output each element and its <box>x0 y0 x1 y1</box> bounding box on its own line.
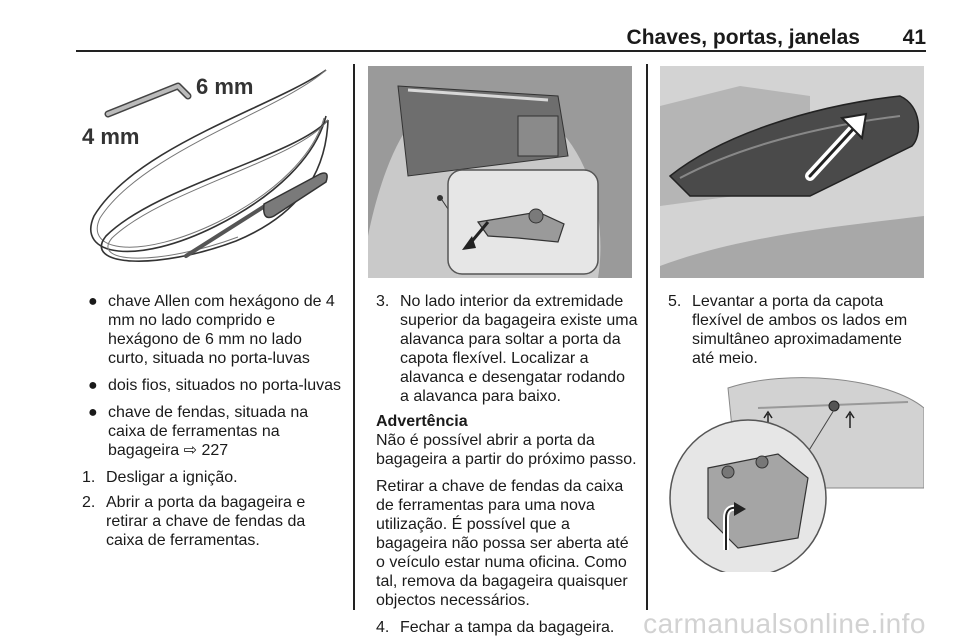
step-number: 5. <box>668 293 682 310</box>
step-text: Levantar a porta da capota flexível de ambos os lados em simultâneo aproximadamente até meio. <box>692 293 908 367</box>
soft-top-cover-illustration <box>660 66 924 278</box>
advertencia-text: Não é possível abrir a porta da bagageira a partir do próximo passo. <box>376 432 637 468</box>
page-number: 41 <box>902 26 926 49</box>
list-item <box>82 292 346 368</box>
tools-illustration <box>76 66 340 278</box>
step-number: 4. <box>376 619 390 636</box>
list-item <box>376 618 638 637</box>
cover-release-detail-illustration <box>668 368 924 572</box>
label-6mm: 6 mm <box>196 74 254 99</box>
step-text: Abrir a porta da bagageira e retirar a chave de fendas da caixa de ferramentas. <box>106 494 306 549</box>
bullet-dot: ● <box>88 377 98 394</box>
advertencia-heading: Advertência <box>376 413 468 430</box>
header-rule <box>76 50 926 52</box>
step-number: 3. <box>376 293 390 310</box>
list-item <box>82 468 346 487</box>
column-3-text <box>668 292 928 374</box>
column-divider-2 <box>646 64 648 610</box>
tools-illustration-svg <box>76 66 340 278</box>
bullet-text: chave de fendas, situada na caixa de ferramentas na bagageira <box>108 404 309 459</box>
trunk-lever-illustration <box>368 66 632 278</box>
label-4mm: 4 mm <box>82 124 140 149</box>
steps-list <box>668 292 928 368</box>
step-text: No lado interior da extremidade superior da bagageira existe uma alavanca para soltar a porta da capota flexível. Localizar a alavanca e desengatar rodando a alavanca para baixo. <box>400 293 638 405</box>
step-text: Desligar a ignição. <box>106 469 238 486</box>
steps-list <box>376 618 638 637</box>
steps-list <box>82 468 346 550</box>
bullet-list <box>82 292 346 460</box>
body-paragraph: Retirar a chave de fendas da caixa de ferramentas para uma nova utilização. É possível que a bagageira não possa ser aberta até o veículo estar numa oficina. Como tal, remova da bagageira quaisquer objectos necessários. <box>376 478 629 609</box>
page-reference-icon[interactable]: ⇨ <box>183 442 198 459</box>
list-item <box>668 292 928 368</box>
bullet-text: chave Allen com hexágono de 4 mm no lado comprido e hexágono de 6 mm no lado curto, situada no porta-luvas <box>108 293 335 367</box>
list-item <box>82 403 346 460</box>
list-item <box>82 493 346 550</box>
trunk-lever-illustration-svg <box>368 66 632 278</box>
list-item <box>82 376 346 395</box>
page-reference-number[interactable]: 227 <box>201 442 229 459</box>
watermark: carmanualsonline.info <box>643 608 926 639</box>
soft-top-cover-illustration-svg <box>660 66 924 278</box>
column-divider-1 <box>353 64 355 610</box>
step-text: Fechar a tampa da bagageira. <box>400 619 615 636</box>
cover-release-detail-svg <box>668 368 924 572</box>
list-item <box>376 292 638 406</box>
step-number: 1. <box>82 469 96 486</box>
bullet-dot: ● <box>88 404 98 421</box>
bullet-text: dois fios, situados no porta-luvas <box>108 377 342 394</box>
column-1-text <box>82 292 346 556</box>
column-2-text <box>376 292 638 643</box>
bullet-dot: ● <box>88 293 98 310</box>
page-header-title: Chaves, portas, janelas <box>626 26 860 49</box>
steps-list <box>376 292 638 406</box>
step-number: 2. <box>82 494 96 511</box>
